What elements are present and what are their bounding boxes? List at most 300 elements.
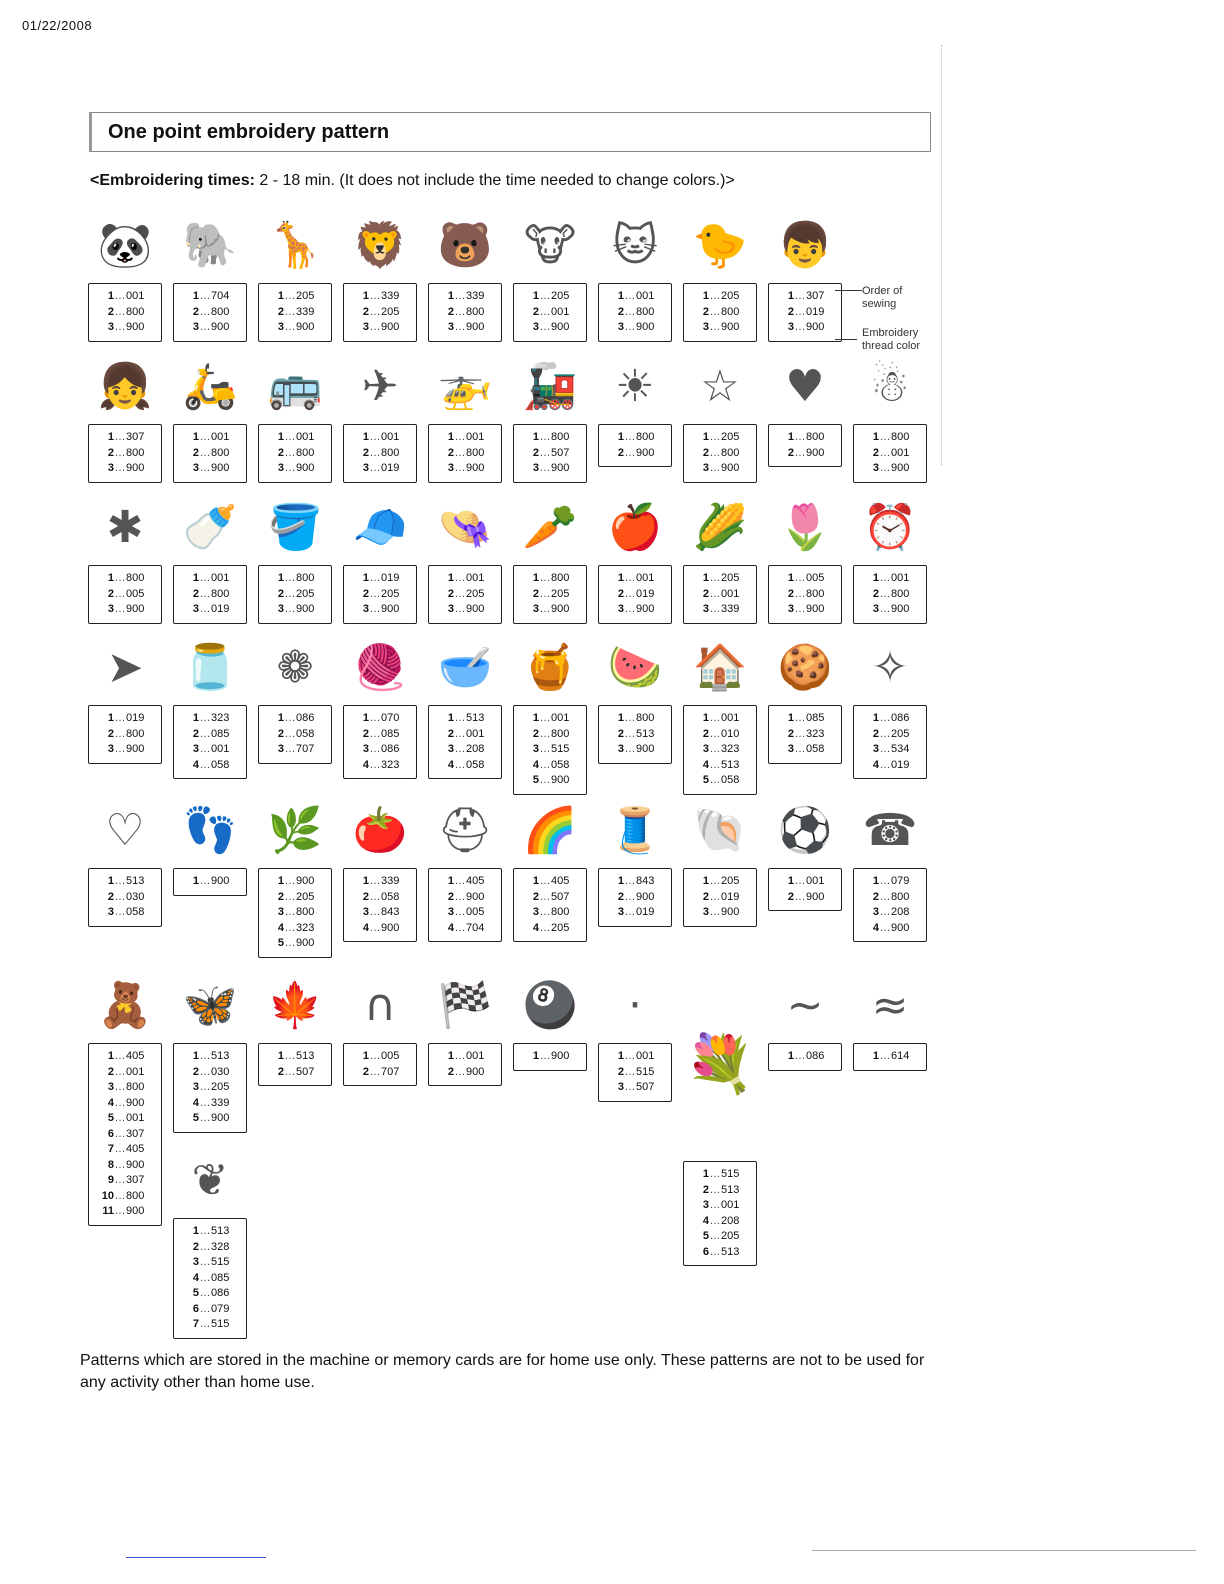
thread-color: 001 xyxy=(211,431,230,443)
thread-code: 5 … 001 xyxy=(93,1111,157,1127)
thread-code: 3 … 058 xyxy=(773,742,837,758)
thread-code: 3 … 507 xyxy=(603,1080,667,1096)
sewing-order: 3 xyxy=(702,906,709,918)
thread-color: 900 xyxy=(551,774,570,786)
thread-code: 2 … 513 xyxy=(603,727,667,743)
thread-code: 7 … 405 xyxy=(93,1142,157,1158)
thread-code: 1 … 001 xyxy=(603,289,667,305)
yarn-ball-icon: 🧶 xyxy=(352,642,408,693)
giraffe-icon: 🦒 xyxy=(267,220,323,271)
thread-code-list xyxy=(683,1161,757,1266)
thread-color: 001 xyxy=(551,305,570,318)
sewing-order: 2 xyxy=(192,446,199,459)
sewing-order: 2 xyxy=(107,305,114,318)
sewing-order: 1 xyxy=(192,572,199,584)
hat-icon: 👒 xyxy=(437,502,493,553)
thread-code: 2 … 010 xyxy=(688,727,752,743)
thread-code: 3 … 800 xyxy=(93,1080,157,1096)
thread-color: 800 xyxy=(126,572,145,584)
cat-icon: 🐱 xyxy=(612,220,658,271)
thread-color: 058 xyxy=(211,758,230,771)
thread-code-list xyxy=(173,565,247,624)
thread-color: 800 xyxy=(551,727,570,740)
thread-color: 323 xyxy=(211,712,230,724)
embroidering-times-text: 2 - 18 min. (It does not include the time needed to change colors.)> xyxy=(254,172,735,189)
thread-color: 900 xyxy=(891,603,910,615)
thread-code-list xyxy=(88,705,162,764)
thread-code: 1 … 205 xyxy=(688,430,752,446)
thread-color: 205 xyxy=(211,1081,230,1093)
thread-code: 1 … 205 xyxy=(263,289,327,305)
elephant-icon: 🐘 xyxy=(182,220,238,271)
thread-code: 2 … 800 xyxy=(858,890,922,906)
sewing-order: 2 xyxy=(702,446,709,459)
pattern-heart xyxy=(768,356,842,467)
pattern-faint-pattern xyxy=(598,975,672,1102)
thread-color: 019 xyxy=(636,906,655,918)
thread-code: 1 … 800 xyxy=(518,571,582,587)
sewing-order: 1 xyxy=(872,875,879,887)
thread-color: 339 xyxy=(466,290,485,302)
thread-code: 1 … 800 xyxy=(773,430,837,446)
thread-code: 1 … 900 xyxy=(178,874,242,890)
sewing-order: 3 xyxy=(277,906,284,918)
sewing-order: 2 xyxy=(107,446,114,459)
thread-color: 001 xyxy=(636,290,655,302)
thread-code: 1 … 800 xyxy=(518,430,582,446)
sewing-order: 5 xyxy=(107,1112,114,1124)
sewing-order: 1 xyxy=(277,572,284,584)
thread-color: 086 xyxy=(211,1287,230,1299)
thread-code: 1 … 019 xyxy=(348,571,412,587)
thread-color: 900 xyxy=(381,321,400,333)
sewing-order: 3 xyxy=(447,462,454,474)
sewing-order: 1 xyxy=(192,1050,199,1062)
thread-color: 205 xyxy=(721,431,740,443)
thread-color: 900 xyxy=(721,906,740,918)
thread-code: 3 … 900 xyxy=(178,320,242,336)
thread-code: 3 … 019 xyxy=(348,461,412,477)
sewing-order: 1 xyxy=(107,1050,114,1062)
pattern-train xyxy=(513,356,587,483)
thread-code-list xyxy=(173,1218,247,1339)
thread-code: 4 … 900 xyxy=(93,1096,157,1112)
pattern-elephant xyxy=(173,215,247,342)
thread-color: 085 xyxy=(211,727,230,740)
sewing-order: 2 xyxy=(617,446,624,459)
thread-code: 2 … 001 xyxy=(858,446,922,462)
thread-code: 3 … 900 xyxy=(518,461,582,477)
thread-code-list xyxy=(683,283,757,342)
thread-code: 2 … 205 xyxy=(263,890,327,906)
thread-code: 6 … 079 xyxy=(178,1302,242,1318)
thread-color: 001 xyxy=(806,875,825,887)
thread-color: 900 xyxy=(891,462,910,474)
pattern-shooting-star xyxy=(683,356,757,483)
thread-code-list xyxy=(88,565,162,624)
thread-code: 2 … 507 xyxy=(518,890,582,906)
pattern-giraffe xyxy=(258,215,332,342)
thread-code: 3 … 900 xyxy=(433,461,497,477)
thread-color: 205 xyxy=(381,305,400,318)
thread-code: 2 … 800 xyxy=(603,305,667,321)
sewing-order: 3 xyxy=(277,603,284,615)
thread-code: 1 … 001 xyxy=(433,571,497,587)
thread-code: 1 … 001 xyxy=(348,430,412,446)
sewing-order: 2 xyxy=(872,446,879,459)
thread-color: 800 xyxy=(551,906,570,918)
thread-code: 11 … 900 xyxy=(93,1204,157,1220)
sewing-order: 2 xyxy=(447,1065,454,1078)
thread-color: 086 xyxy=(381,743,400,755)
telephone-icon: ☎ xyxy=(862,805,918,856)
thread-code: 1 … 001 xyxy=(178,571,242,587)
duck-icon: 🐤 xyxy=(692,220,748,271)
sewing-order: 2 xyxy=(532,587,539,600)
pattern-alarm-clock xyxy=(853,497,927,624)
heart-icon: ♥ xyxy=(785,361,825,412)
thread-color: 704 xyxy=(211,290,230,302)
sewing-order: 5 xyxy=(277,937,284,949)
thread-color: 900 xyxy=(551,603,570,615)
sewing-order: 1 xyxy=(277,875,284,887)
cap-icon: 🧢 xyxy=(352,502,408,553)
sewing-order: 1 xyxy=(532,875,539,887)
thread-code: 1 … 001 xyxy=(518,711,582,727)
thread-code: 3 … 534 xyxy=(858,742,922,758)
sewing-order: 1 xyxy=(702,572,709,584)
thread-code: 1 … 900 xyxy=(263,874,327,890)
sewing-order: 1 xyxy=(447,431,454,443)
thread-code: 3 … 900 xyxy=(688,320,752,336)
sewing-order: 3 xyxy=(532,603,539,615)
thread-color: 900 xyxy=(296,937,315,949)
arrows-icon: ➤ xyxy=(106,642,144,693)
thread-code: 4 … 205 xyxy=(518,921,582,937)
helmet-icon: ⛑ xyxy=(437,805,493,856)
thread-color: 800 xyxy=(551,431,570,443)
baby-bottle-icon: 🍼 xyxy=(182,502,238,553)
thread-color: 900 xyxy=(636,321,655,333)
thread-code: 1 … 001 xyxy=(178,430,242,446)
pattern-carrot xyxy=(513,497,587,624)
train-icon: 🚂 xyxy=(522,361,578,412)
thread-code-list xyxy=(768,1043,842,1071)
thread-code-list xyxy=(88,868,162,927)
pattern-shell xyxy=(683,800,757,927)
sewing-order: 1 xyxy=(447,712,454,724)
thread-code: 2 … 339 xyxy=(263,305,327,321)
thread-code-list xyxy=(598,424,672,467)
thread-code: 3 … 001 xyxy=(688,1198,752,1214)
thread-code: 1 … 001 xyxy=(263,430,327,446)
sewing-order: 2 xyxy=(787,587,794,600)
pattern-boy xyxy=(768,215,842,342)
thread-color: 001 xyxy=(211,743,230,755)
pattern-jar xyxy=(173,637,247,779)
pattern-cap xyxy=(343,497,417,624)
fruit-icon: 🍅 xyxy=(352,805,408,856)
thread-code-list xyxy=(428,424,502,483)
thread-code-list xyxy=(88,1043,162,1226)
sewing-order: 1 xyxy=(702,875,709,887)
thread-color: 513 xyxy=(211,1225,230,1237)
thread-code: 2 … 030 xyxy=(93,890,157,906)
thread-color: 900 xyxy=(466,462,485,474)
sewing-order: 5 xyxy=(702,774,709,786)
thread-code: 2 … 513 xyxy=(688,1183,752,1199)
thread-code-list xyxy=(598,868,672,927)
thread-code: 6 … 513 xyxy=(688,1245,752,1261)
thread-code: 1 … 800 xyxy=(603,430,667,446)
sewing-order: 3 xyxy=(532,321,539,333)
thread-code-list xyxy=(343,868,417,942)
thread-color: 001 xyxy=(891,446,910,459)
thread-code: 1 … 001 xyxy=(603,1049,667,1065)
sewing-order: 4 xyxy=(192,1096,199,1109)
sewing-order: 2 xyxy=(617,305,624,318)
thread-color: 019 xyxy=(636,587,655,600)
sewing-order: 1 xyxy=(107,712,114,724)
thread-color: 205 xyxy=(381,587,400,600)
sewing-order: 1 xyxy=(532,572,539,584)
thread-color: 001 xyxy=(466,431,485,443)
thread-color: 900 xyxy=(211,321,230,333)
footprints-icon: 👣 xyxy=(182,805,238,856)
sewing-order: 3 xyxy=(362,906,369,918)
doll-icon: 🧸 xyxy=(97,980,153,1031)
pattern-maple-leaf xyxy=(258,975,332,1086)
thread-color: 019 xyxy=(806,305,825,318)
sewing-order: 3 xyxy=(617,1081,624,1093)
sewing-order: 2 xyxy=(702,305,709,318)
thread-code-list xyxy=(598,705,672,764)
sewing-order: 3 xyxy=(447,603,454,615)
thread-code: 3 … 900 xyxy=(433,602,497,618)
thread-color: 010 xyxy=(721,727,740,740)
sewing-order: 2 xyxy=(362,727,369,740)
bucket-icon: 🪣 xyxy=(267,502,323,553)
thread-color: 513 xyxy=(126,875,145,887)
thread-color: 515 xyxy=(211,1256,230,1268)
pattern-fairy xyxy=(173,1150,247,1339)
rainbow-icon: 🌈 xyxy=(522,805,578,856)
thread-color: 843 xyxy=(381,906,400,918)
thread-color: 085 xyxy=(381,727,400,740)
sewing-order: 4 xyxy=(277,921,284,934)
sewing-order: 2 xyxy=(532,727,539,740)
sewing-order: 1 xyxy=(872,572,879,584)
thread-color: 323 xyxy=(806,727,825,740)
thread-code: 2 … 001 xyxy=(93,1065,157,1081)
legend xyxy=(862,285,932,353)
thread-code: 2 … 800 xyxy=(93,446,157,462)
thread-color: 005 xyxy=(126,587,145,600)
thread-color: 900 xyxy=(126,321,145,333)
sewing-order: 2 xyxy=(107,727,114,740)
sewing-order: 5 xyxy=(702,1230,709,1242)
thread-color: 900 xyxy=(126,1205,145,1217)
thread-code: 1 … 339 xyxy=(348,289,412,305)
pattern-snowman xyxy=(853,356,927,483)
thread-color: 800 xyxy=(806,431,825,443)
thread-color: 534 xyxy=(891,743,910,755)
thread-color: 900 xyxy=(806,321,825,333)
sewing-order: 1 xyxy=(362,875,369,887)
thread-color: 058 xyxy=(466,758,485,771)
thread-code: 2 … 019 xyxy=(688,890,752,906)
sewing-order: 2 xyxy=(447,305,454,318)
thread-code: 1 … 307 xyxy=(93,430,157,446)
thread-code: 1 … 205 xyxy=(688,874,752,890)
sewing-order: 3 xyxy=(192,321,199,333)
sewing-order: 1 xyxy=(872,1050,879,1062)
thread-code: 1 … 205 xyxy=(688,571,752,587)
thread-code-list xyxy=(258,1043,332,1086)
sewing-order: 3 xyxy=(872,743,879,755)
sewing-order: 4 xyxy=(872,758,879,771)
sewing-order: 1 xyxy=(787,431,794,443)
thread-code: 1 … 001 xyxy=(688,711,752,727)
thread-code: 1 … 005 xyxy=(348,1049,412,1065)
thread-code: 5 … 900 xyxy=(518,773,582,789)
thread-code: 1 … 019 xyxy=(93,711,157,727)
thread-code: 3 … 515 xyxy=(178,1255,242,1271)
pattern-telephone xyxy=(853,800,927,942)
thread-code-list xyxy=(258,565,332,624)
thread-code: 2 … 058 xyxy=(348,890,412,906)
thread-color: 900 xyxy=(891,921,910,934)
thread-code: 1 … 205 xyxy=(688,289,752,305)
thread-color: 307 xyxy=(126,1127,145,1140)
sewing-order: 1 xyxy=(702,1168,709,1180)
thread-color: 405 xyxy=(126,1143,145,1155)
sewing-order: 4 xyxy=(702,1214,709,1227)
sewing-order: 3 xyxy=(192,1081,199,1093)
thread-color: 058 xyxy=(721,774,740,786)
sewing-order: 3 xyxy=(107,321,114,333)
thread-code: 1 … 515 xyxy=(688,1167,752,1183)
thread-code: 2 … 085 xyxy=(178,727,242,743)
thread-code-list xyxy=(853,565,927,624)
thread-code: 2 … 205 xyxy=(263,587,327,603)
sewing-order: 2 xyxy=(617,890,624,903)
thread-color: 405 xyxy=(466,875,485,887)
sewing-order: 1 xyxy=(787,875,794,887)
thread-color: 900 xyxy=(296,603,315,615)
thread-color: 800 xyxy=(721,305,740,318)
bus-icon: 🚌 xyxy=(267,361,323,412)
thread-code: 1 … 513 xyxy=(93,874,157,890)
thread-color: 058 xyxy=(381,890,400,903)
thread-code: 3 … 900 xyxy=(518,602,582,618)
thread-code: 2 … 800 xyxy=(518,727,582,743)
sewing-order: 1 xyxy=(362,712,369,724)
pea-pod-icon: 🌽 xyxy=(692,502,748,553)
thread-code: 2 … 800 xyxy=(688,305,752,321)
sewing-order: 6 xyxy=(192,1302,199,1315)
thread-color: 507 xyxy=(636,1081,655,1093)
thread-color: 205 xyxy=(551,921,570,934)
pattern-soccer-ball xyxy=(768,800,842,911)
thread-color: 058 xyxy=(806,743,825,755)
thread-code-list xyxy=(428,1043,502,1086)
thread-code: 2 … 323 xyxy=(773,727,837,743)
sun-icon: ☀ xyxy=(615,361,655,412)
thread-color: 005 xyxy=(806,572,825,584)
sewing-order: 4 xyxy=(872,921,879,934)
thread-code-list xyxy=(768,565,842,624)
sewing-order: 2 xyxy=(447,446,454,459)
thread-code: 2 … 800 xyxy=(263,446,327,462)
sewing-order: 1 xyxy=(362,1050,369,1062)
thread-code: 2 … 800 xyxy=(178,305,242,321)
thread-color: 900 xyxy=(126,603,145,615)
thread-color: 900 xyxy=(126,462,145,474)
thread-code: 3 … 205 xyxy=(178,1080,242,1096)
thread-color: 001 xyxy=(721,712,740,724)
thread-code: 2 … 001 xyxy=(688,587,752,603)
thread-color: 001 xyxy=(296,431,315,443)
thread-color: 900 xyxy=(806,603,825,615)
pattern-dragonfly xyxy=(88,497,162,624)
sewing-order: 3 xyxy=(617,906,624,918)
sewing-order: 2 xyxy=(617,727,624,740)
pattern-sparkles xyxy=(853,637,927,779)
thread-code: 2 … 900 xyxy=(773,890,837,906)
sewing-order: 3 xyxy=(872,603,879,615)
sewing-order: 3 xyxy=(702,743,709,755)
thread-code: 10 … 800 xyxy=(93,1189,157,1205)
thread-code: 1 … 339 xyxy=(348,874,412,890)
thread-code-list xyxy=(768,283,842,342)
sewing-order: 2 xyxy=(447,727,454,740)
sewing-order: 1 xyxy=(107,572,114,584)
thread-code: 2 … 328 xyxy=(178,1240,242,1256)
thread-code: 1 … 001 xyxy=(773,874,837,890)
sewing-order: 1 xyxy=(192,875,199,887)
thread-code-list xyxy=(513,1043,587,1071)
thread-code-list xyxy=(343,1043,417,1086)
thread-code: 2 … 019 xyxy=(773,305,837,321)
thread-color: 800 xyxy=(466,305,485,318)
sewing-order: 1 xyxy=(532,431,539,443)
thread-code: 5 … 058 xyxy=(688,773,752,789)
thread-color: 800 xyxy=(551,572,570,584)
thread-code-list xyxy=(683,424,757,483)
thread-code: 8 … 900 xyxy=(93,1158,157,1174)
thread-code: 1 … 339 xyxy=(433,289,497,305)
footer-rule xyxy=(812,1550,1196,1551)
thread-color: 513 xyxy=(721,1183,740,1196)
sewing-order: 2 xyxy=(107,890,114,903)
sewing-order: 1 xyxy=(787,290,794,302)
thread-code-list xyxy=(258,868,332,958)
thread-color: 800 xyxy=(381,446,400,459)
bear-icon: 🐻 xyxy=(437,220,493,271)
thread-color: 515 xyxy=(721,1168,740,1180)
thread-code-list xyxy=(173,705,247,779)
panda-icon: 🐼 xyxy=(97,220,153,271)
sewing-order: 2 xyxy=(617,1065,624,1078)
thread-code: 1 … 001 xyxy=(433,1049,497,1065)
thread-code: 3 … 900 xyxy=(348,602,412,618)
thread-code-list xyxy=(173,868,247,896)
sewing-order: 2 xyxy=(192,727,199,740)
thread-code: 2 … 001 xyxy=(433,727,497,743)
sewing-order: 4 xyxy=(107,1096,114,1109)
thread-code: 3 … 001 xyxy=(178,742,242,758)
